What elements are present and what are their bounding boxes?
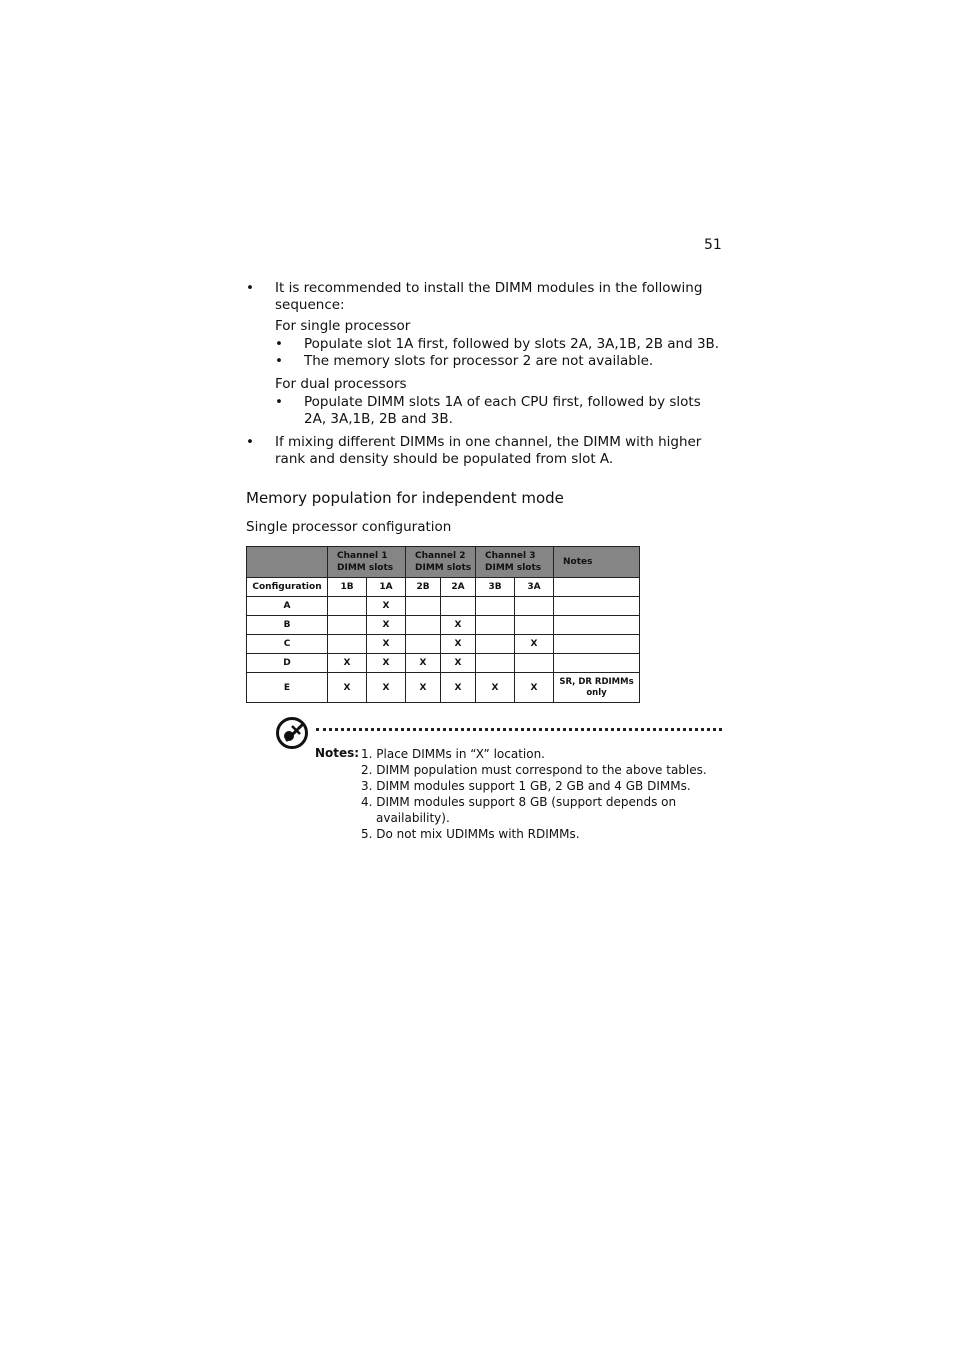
config-cell: D xyxy=(247,654,328,673)
slot-cell: X xyxy=(441,654,476,673)
notes-label: Notes: xyxy=(315,746,360,760)
section-title: Memory population for independent mode xyxy=(246,489,564,507)
note-cell xyxy=(554,654,640,673)
channel-header: Channel 3 DIMM slots xyxy=(476,547,554,578)
slot-cell: X xyxy=(476,673,515,703)
column-header: 1B xyxy=(328,578,367,597)
config-cell: E xyxy=(247,673,328,703)
header-blank-cell xyxy=(247,547,328,578)
table-row xyxy=(247,635,640,654)
notes-list xyxy=(361,746,721,842)
slot-cell xyxy=(328,597,367,616)
table-row xyxy=(247,654,640,673)
notes-divider xyxy=(316,728,722,731)
slot-cell: X xyxy=(367,673,406,703)
note-pencil-icon xyxy=(275,716,309,754)
config-cell: B xyxy=(247,616,328,635)
table-row xyxy=(247,673,640,703)
sub-list xyxy=(275,336,726,370)
bullet-dot: • xyxy=(246,280,254,296)
slot-cell: X xyxy=(367,635,406,654)
slot-cell xyxy=(441,597,476,616)
slot-cell xyxy=(406,635,441,654)
slot-cell xyxy=(406,597,441,616)
bullet-item xyxy=(246,280,726,428)
config-cell: A xyxy=(247,597,328,616)
sub-item: • Populate DIMM slots 1A of each CPU first, followed by slots 2A, 3A,1B, 2B and 3B. xyxy=(275,394,701,427)
note-item: 4. DIMM modules support 8 GB (support depends on availability). xyxy=(361,795,677,825)
slot-cell xyxy=(515,616,554,635)
slot-cell: X xyxy=(515,673,554,703)
bullet-text: If mixing different DIMMs in one channel, the DIMM with higher rank and density should be populated from slot A. xyxy=(275,434,702,467)
slot-cell: X xyxy=(406,673,441,703)
slot-cell xyxy=(515,597,554,616)
column-header: 3B xyxy=(476,578,515,597)
table-row xyxy=(247,616,640,635)
note-item: 1. Place DIMMs in “X” location. xyxy=(361,747,545,761)
slot-cell: X xyxy=(406,654,441,673)
channel-header: Channel 2 DIMM slots xyxy=(406,547,476,578)
notes-header: Notes xyxy=(554,547,640,578)
note-item: 2. DIMM population must correspond to the above tables. xyxy=(361,763,707,777)
channel-header: Channel 1 DIMM slots xyxy=(328,547,406,578)
column-header-row xyxy=(247,578,640,597)
slot-cell: X xyxy=(367,654,406,673)
column-header: 2A xyxy=(441,578,476,597)
group-heading: For single processor xyxy=(275,318,411,334)
slot-cell: X xyxy=(441,616,476,635)
slot-cell: X xyxy=(367,597,406,616)
dimm-population-table xyxy=(246,546,640,703)
sub-list xyxy=(275,394,726,428)
bullet-list xyxy=(246,280,726,468)
sub-title: Single processor configuration xyxy=(246,519,452,535)
note-cell xyxy=(554,635,640,654)
column-header: 1A xyxy=(367,578,406,597)
slot-cell xyxy=(476,654,515,673)
table-header-row xyxy=(247,547,640,578)
note-item: 5. Do not mix UDIMMs with RDIMMs. xyxy=(361,827,580,841)
slot-cell xyxy=(328,635,367,654)
column-header: Configuration xyxy=(247,578,328,597)
sub-item: • Populate slot 1A first, followed by slots 2A, 3A,1B, 2B and 3B. xyxy=(275,336,720,352)
note-cell: SR, DR RDIMMs only xyxy=(554,673,640,703)
column-header: 2B xyxy=(406,578,441,597)
slot-cell xyxy=(328,616,367,635)
page-number: 51 xyxy=(704,237,722,253)
slot-cell: X xyxy=(441,673,476,703)
slot-cell: X xyxy=(328,654,367,673)
slot-cell: X xyxy=(515,635,554,654)
slot-cell xyxy=(476,635,515,654)
column-header xyxy=(554,578,640,597)
group-heading: For dual processors xyxy=(275,376,407,392)
note-cell xyxy=(554,616,640,635)
table-row xyxy=(247,597,640,616)
slot-cell xyxy=(515,654,554,673)
bullet-text: It is recommended to install the DIMM modules in the following sequence: xyxy=(275,280,703,313)
bullet-item xyxy=(246,434,726,468)
slot-cell: X xyxy=(367,616,406,635)
note-cell xyxy=(554,597,640,616)
column-header: 3A xyxy=(515,578,554,597)
slot-cell xyxy=(476,597,515,616)
slot-cell: X xyxy=(441,635,476,654)
bullet-dot: • xyxy=(246,434,254,450)
sub-item: • The memory slots for processor 2 are not available. xyxy=(275,353,654,369)
slot-cell: X xyxy=(328,673,367,703)
slot-cell xyxy=(406,616,441,635)
note-item: 3. DIMM modules support 1 GB, 2 GB and 4 GB DIMMs. xyxy=(361,779,691,793)
slot-cell xyxy=(476,616,515,635)
config-cell: C xyxy=(247,635,328,654)
